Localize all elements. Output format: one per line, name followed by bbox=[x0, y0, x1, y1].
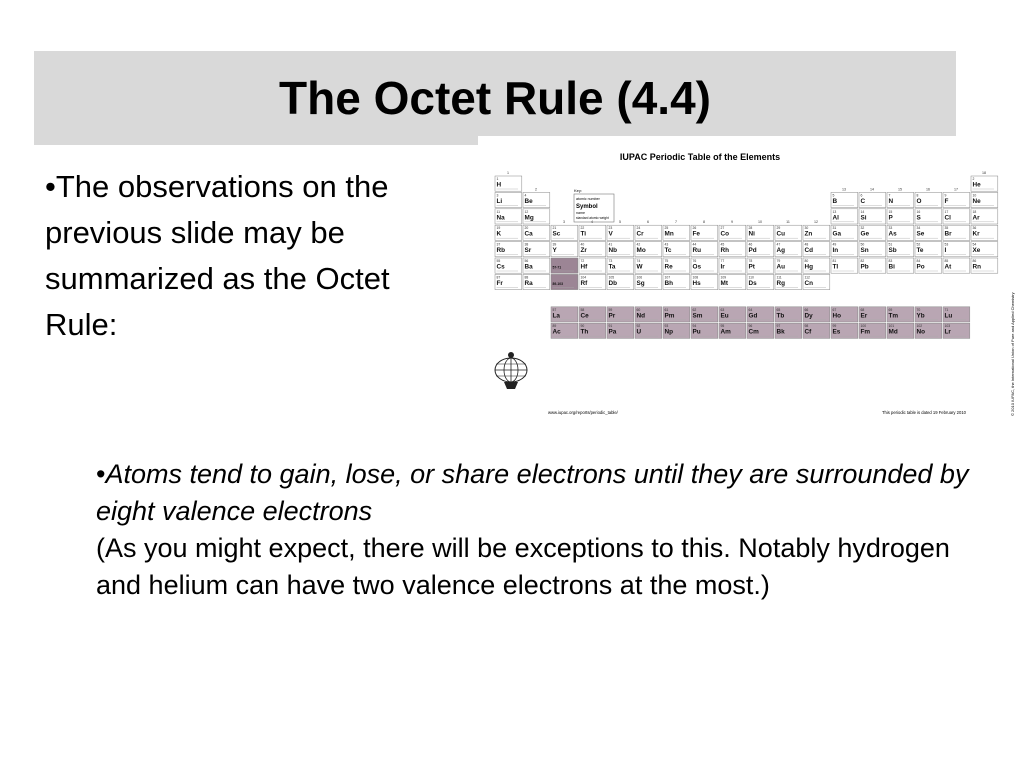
element-sg-symbol: Sg bbox=[636, 279, 645, 287]
element-cd-symbol: Cd bbox=[804, 247, 814, 255]
element-gd-symbol: Gd bbox=[748, 312, 758, 320]
element-ce-number: 58 bbox=[580, 307, 585, 312]
element-v-number: 23 bbox=[608, 226, 613, 231]
element-ra-number: 88 bbox=[524, 275, 529, 280]
element-kr-symbol: Kr bbox=[972, 230, 980, 238]
element-pr-symbol: Pr bbox=[608, 312, 616, 320]
element-sn-symbol: Sn bbox=[860, 247, 869, 255]
element-rf-number: 104 bbox=[580, 275, 587, 280]
element-po-number: 84 bbox=[916, 259, 921, 263]
rule-text: Atoms tend to gain, lose, or share electrons until they are surrounded by eight valence electrons bbox=[96, 459, 969, 526]
element-tb-number: 65 bbox=[776, 307, 781, 312]
element-yb-number: 70 bbox=[916, 307, 921, 312]
element-am-symbol: Am bbox=[720, 328, 731, 336]
element-nb-symbol: Nb bbox=[608, 247, 618, 255]
element-ho-number: 67 bbox=[832, 307, 837, 312]
lead-text: The observations on the previous slide may be summarized as the Octet Rule: bbox=[45, 169, 390, 342]
element-ar-number: 18 bbox=[972, 209, 977, 214]
element-li-symbol: Li bbox=[496, 197, 503, 205]
element-in-number: 49 bbox=[832, 242, 837, 247]
element-sm-symbol: Sm bbox=[692, 312, 703, 320]
element-rn-number: 86 bbox=[972, 259, 977, 263]
group-number: 15 bbox=[898, 187, 902, 192]
group-number: 7 bbox=[675, 220, 677, 225]
element-po-symbol: Po bbox=[916, 263, 925, 271]
element-n-symbol: N bbox=[888, 197, 894, 205]
element-hf-number: 72 bbox=[580, 259, 585, 263]
element-zn-symbol: Zn bbox=[804, 230, 813, 238]
element-pa-symbol: Pa bbox=[608, 328, 617, 336]
element-zr-symbol: Zr bbox=[580, 247, 587, 255]
element-es-number: 99 bbox=[832, 324, 837, 329]
element-be-number: 4 bbox=[524, 193, 527, 198]
element-mg-number: 12 bbox=[524, 209, 529, 214]
element-at-symbol: At bbox=[944, 263, 952, 271]
element-cr-symbol: Cr bbox=[636, 230, 644, 238]
element-fm-number: 100 bbox=[860, 324, 867, 329]
element-ne-number: 10 bbox=[972, 193, 977, 198]
element-w-symbol: W bbox=[636, 263, 643, 271]
element-xe-symbol: Xe bbox=[972, 247, 981, 255]
element-ar-symbol: Ar bbox=[972, 214, 980, 222]
element-mg-symbol: Mg bbox=[524, 214, 534, 222]
element-zr-number: 40 bbox=[580, 242, 585, 247]
element-he-symbol: He bbox=[972, 181, 981, 189]
key-line-1: atomic number bbox=[576, 197, 600, 201]
element-he-number: 2 bbox=[972, 177, 975, 181]
element-re-symbol: Re bbox=[664, 263, 673, 271]
lead-bullet: • bbox=[45, 169, 56, 204]
key-line-3: name bbox=[576, 211, 585, 215]
element-ho-symbol: Ho bbox=[832, 312, 842, 320]
element-at-number: 85 bbox=[944, 259, 949, 263]
element-bk-number: 97 bbox=[776, 324, 781, 329]
element-na-symbol: Na bbox=[496, 214, 505, 222]
element-os-number: 76 bbox=[692, 259, 697, 263]
group-number: 16 bbox=[926, 187, 930, 192]
element-no-symbol: No bbox=[916, 328, 926, 336]
element-c-number: 6 bbox=[860, 193, 863, 198]
element-rn-symbol: Rn bbox=[972, 263, 982, 271]
element-pm-symbol: Pm bbox=[664, 312, 675, 320]
element-mo-number: 42 bbox=[636, 242, 641, 247]
element-as-symbol: As bbox=[888, 230, 897, 238]
element-b-number: 5 bbox=[832, 193, 835, 198]
element-ga-symbol: Ga bbox=[832, 230, 842, 238]
element-ba-number: 56 bbox=[524, 259, 529, 263]
element-mo-symbol: Mo bbox=[636, 247, 646, 255]
group-number: 5 bbox=[619, 220, 621, 225]
element-ac-symbol: Ac bbox=[552, 328, 561, 336]
element-rg-symbol: Rg bbox=[776, 279, 786, 287]
element-tc-number: 43 bbox=[664, 242, 669, 247]
element-ir-symbol: Ir bbox=[720, 263, 725, 271]
element-y-number: 39 bbox=[552, 242, 557, 247]
element-cf-number: 98 bbox=[804, 324, 809, 329]
group-number: 12 bbox=[814, 220, 818, 225]
element-sc-symbol: Sc bbox=[552, 230, 561, 238]
element-br-number: 35 bbox=[944, 226, 949, 231]
element-lr-number: 103 bbox=[944, 324, 951, 329]
element-gd-number: 64 bbox=[748, 307, 753, 312]
element-pt-symbol: Pt bbox=[748, 263, 755, 271]
periodic-table-title: IUPAC Periodic Table of the Elements bbox=[619, 152, 781, 162]
element-ne-symbol: Ne bbox=[972, 197, 981, 205]
element-sc-number: 21 bbox=[552, 226, 557, 231]
slide-title: The Octet Rule (4.4) bbox=[279, 72, 711, 124]
element-h-number: 1 bbox=[496, 177, 499, 181]
group-number: 14 bbox=[870, 187, 874, 192]
element-si-number: 14 bbox=[860, 209, 865, 214]
element-ca-number: 20 bbox=[524, 226, 529, 231]
group-number: 8 bbox=[703, 220, 705, 225]
element-te-symbol: Te bbox=[916, 247, 924, 255]
element-pm-number: 61 bbox=[664, 307, 669, 312]
element-re-number: 75 bbox=[664, 259, 669, 263]
element-p-number: 15 bbox=[888, 209, 893, 214]
element-nd-symbol: Nd bbox=[636, 312, 646, 320]
group-number: 1 bbox=[507, 171, 509, 175]
key-line-4: standard atomic weight bbox=[576, 216, 609, 220]
lead-paragraph bbox=[45, 164, 455, 348]
element-ta-symbol: Ta bbox=[608, 263, 616, 271]
element-dy-symbol: Dy bbox=[804, 312, 813, 320]
element-no-number: 102 bbox=[916, 324, 923, 329]
element-cm-number: 96 bbox=[748, 324, 753, 329]
group-number: 9 bbox=[731, 220, 733, 225]
element-pb-number: 82 bbox=[860, 259, 865, 263]
element-se-number: 34 bbox=[916, 226, 921, 231]
element-xe-number: 54 bbox=[972, 242, 977, 247]
element-k-number: 19 bbox=[496, 226, 501, 231]
element-f-symbol: F bbox=[944, 197, 949, 205]
element-ra-symbol: Ra bbox=[524, 279, 533, 287]
element-mn-number: 25 bbox=[664, 226, 669, 231]
element-ni-number: 28 bbox=[748, 226, 753, 231]
element-bi-number: 83 bbox=[888, 259, 893, 263]
element-np-number: 93 bbox=[664, 324, 669, 329]
element-i-number: 53 bbox=[944, 242, 949, 247]
element-sr-number: 38 bbox=[524, 242, 529, 247]
element-rb-symbol: Rb bbox=[496, 247, 506, 255]
element-ag-number: 47 bbox=[776, 242, 781, 247]
group-number: 4 bbox=[591, 220, 593, 225]
element-nb-number: 41 bbox=[608, 242, 613, 247]
element-cu-number: 29 bbox=[776, 226, 781, 231]
element-lu-number: 71 bbox=[944, 307, 949, 312]
element-md-number: 101 bbox=[888, 324, 895, 329]
element-pt-number: 78 bbox=[748, 259, 753, 263]
periodic-table-image bbox=[478, 136, 1024, 426]
group-number: 18 bbox=[982, 171, 986, 175]
element-rg-number: 111 bbox=[776, 275, 782, 280]
key-line-2: Symbol bbox=[576, 204, 598, 210]
element-pb-symbol: Pb bbox=[860, 263, 869, 271]
element-as-number: 33 bbox=[888, 226, 893, 231]
element-fr-symbol: Fr bbox=[496, 279, 503, 287]
element-ti-symbol: Ti bbox=[580, 230, 587, 238]
element-ca-symbol: Ca bbox=[524, 230, 533, 238]
element-mt-symbol: Mt bbox=[720, 279, 728, 287]
element-th-symbol: Th bbox=[580, 328, 589, 336]
element-li-number: 3 bbox=[496, 193, 499, 198]
element-ce-symbol: Ce bbox=[580, 312, 589, 320]
element-pd-symbol: Pd bbox=[748, 247, 757, 255]
element-pd-number: 46 bbox=[748, 242, 753, 247]
group-number: 17 bbox=[954, 187, 958, 192]
element-md-symbol: Md bbox=[888, 328, 898, 336]
element-os-symbol: Os bbox=[692, 263, 702, 271]
element-co-number: 27 bbox=[720, 226, 725, 231]
element-cm-symbol: Cm bbox=[748, 328, 759, 336]
element-cr-number: 24 bbox=[636, 226, 641, 231]
element-db-number: 105 bbox=[608, 275, 615, 280]
element-ta-number: 73 bbox=[608, 259, 613, 263]
periodic-table-footer-right: This periodic table is dated 19 February 2010 bbox=[881, 410, 966, 415]
element-la-number: 57 bbox=[552, 307, 557, 312]
element-fe-symbol: Fe bbox=[692, 230, 700, 238]
element-hg-symbol: Hg bbox=[804, 263, 814, 271]
element-cd-number: 48 bbox=[804, 242, 809, 247]
group-number: 3 bbox=[563, 220, 565, 225]
element-ir-number: 77 bbox=[720, 259, 725, 263]
element-k-symbol: K bbox=[496, 230, 502, 238]
element-ba-symbol: Ba bbox=[524, 263, 533, 271]
element-i-symbol: I bbox=[944, 247, 947, 255]
element-es-symbol: Es bbox=[832, 328, 841, 336]
element-pr-number: 59 bbox=[608, 307, 613, 312]
element-in-symbol: In bbox=[832, 247, 839, 255]
element-yb-symbol: Yb bbox=[916, 312, 925, 320]
element-ag-symbol: Ag bbox=[776, 247, 786, 255]
group-number: 2 bbox=[535, 187, 537, 192]
element-cs-number: 55 bbox=[496, 259, 501, 263]
element-sb-symbol: Sb bbox=[888, 247, 897, 255]
element-ru-symbol: Ru bbox=[692, 247, 702, 255]
element-ge-symbol: Ge bbox=[860, 230, 870, 238]
element-rh-number: 45 bbox=[720, 242, 725, 247]
element-hs-symbol: Hs bbox=[692, 279, 701, 287]
element-pu-number: 94 bbox=[692, 324, 697, 329]
element-tl-number: 81 bbox=[832, 259, 837, 263]
element-rb-number: 37 bbox=[496, 242, 501, 247]
element-p-symbol: P bbox=[888, 214, 893, 222]
element-kr-number: 36 bbox=[972, 226, 977, 231]
element-al-number: 13 bbox=[832, 209, 837, 214]
element-h-symbol: H bbox=[496, 181, 502, 189]
element-ac-number: 89 bbox=[552, 324, 557, 329]
element-lr-symbol: Lr bbox=[944, 328, 951, 336]
element-al-symbol: Al bbox=[832, 214, 839, 222]
element-lu-symbol: Lu bbox=[944, 312, 953, 320]
iupac-logo bbox=[495, 352, 527, 389]
element-tl-symbol: Tl bbox=[832, 263, 839, 271]
element-57-71-symbol: 57-71 bbox=[552, 265, 562, 270]
rule-bullet: • bbox=[96, 459, 106, 489]
element-bh-symbol: Bh bbox=[664, 279, 674, 287]
element-eu-number: 63 bbox=[720, 307, 725, 312]
element-hg-number: 80 bbox=[804, 259, 809, 263]
element-bk-symbol: Bk bbox=[776, 328, 785, 336]
exceptions-note: (As you might expect, there will be exceptions to this. Notably hydrogen and helium can have two valence electrons at the most.) bbox=[96, 533, 950, 600]
element-rh-symbol: Rh bbox=[720, 247, 730, 255]
element-au-number: 79 bbox=[776, 259, 781, 263]
element-sr-symbol: Sr bbox=[524, 247, 532, 255]
element-fm-symbol: Fm bbox=[860, 328, 871, 336]
element-u-symbol: U bbox=[636, 328, 642, 336]
element-v-symbol: V bbox=[608, 230, 613, 238]
element-nd-number: 60 bbox=[636, 307, 641, 312]
element-cu-symbol: Cu bbox=[776, 230, 786, 238]
element-ni-symbol: Ni bbox=[748, 230, 755, 238]
element-se-symbol: Se bbox=[916, 230, 925, 238]
element-sm-number: 62 bbox=[692, 307, 697, 312]
element-bh-number: 107 bbox=[664, 275, 671, 280]
periodic-table-footer-left: www.iupac.org/reports/periodic_table/ bbox=[548, 410, 618, 415]
element-am-number: 95 bbox=[720, 324, 725, 329]
element-na-number: 11 bbox=[496, 209, 501, 214]
octet-rule-statement bbox=[96, 456, 996, 604]
element-er-symbol: Er bbox=[860, 312, 868, 320]
element-bi-symbol: Bi bbox=[888, 263, 895, 271]
element-cs-symbol: Cs bbox=[496, 263, 505, 271]
element-br-symbol: Br bbox=[944, 230, 952, 238]
group-number: 10 bbox=[758, 220, 762, 225]
periodic-table-cells bbox=[495, 171, 998, 338]
element-o-number: 8 bbox=[916, 193, 919, 198]
element-hf-symbol: Hf bbox=[580, 263, 588, 271]
element-eu-symbol: Eu bbox=[720, 312, 729, 320]
element-n-number: 7 bbox=[888, 193, 891, 198]
element-au-symbol: Au bbox=[776, 263, 786, 271]
element-pa-number: 91 bbox=[608, 324, 613, 329]
element-pu-symbol: Pu bbox=[692, 328, 701, 336]
element-cl-symbol: Cl bbox=[944, 214, 951, 222]
element-th-number: 90 bbox=[580, 324, 585, 329]
group-number: 11 bbox=[786, 220, 790, 225]
element-tc-symbol: Tc bbox=[664, 247, 672, 255]
element-tb-symbol: Tb bbox=[776, 312, 785, 320]
element-co-symbol: Co bbox=[720, 230, 730, 238]
element-er-number: 68 bbox=[860, 307, 865, 312]
element-mt-number: 109 bbox=[720, 275, 727, 280]
element-tm-symbol: Tm bbox=[888, 312, 899, 320]
element-te-number: 52 bbox=[916, 242, 921, 247]
element-ru-number: 44 bbox=[692, 242, 697, 247]
element-s-symbol: S bbox=[916, 214, 921, 222]
element-ga-number: 31 bbox=[832, 226, 837, 231]
periodic-table-side-text: © 2010 IUPAC, the International Union of Pure and Applied Chemistry bbox=[1010, 292, 1015, 416]
element-cn-number: 112 bbox=[804, 275, 810, 280]
element-rf-symbol: Rf bbox=[580, 279, 588, 287]
element-u-number: 92 bbox=[636, 324, 641, 329]
element-si-symbol: Si bbox=[860, 214, 867, 222]
element-ti-number: 22 bbox=[580, 226, 585, 231]
element-s-number: 16 bbox=[916, 209, 921, 214]
element-sn-number: 50 bbox=[860, 242, 865, 247]
element-cl-number: 17 bbox=[944, 209, 949, 214]
periodic-table-key bbox=[574, 188, 614, 225]
element-hs-number: 108 bbox=[692, 275, 699, 280]
element-ds-number: 110 bbox=[748, 275, 754, 280]
element-np-symbol: Np bbox=[664, 328, 674, 336]
element-tm-number: 69 bbox=[888, 307, 893, 312]
element-ds-symbol: Ds bbox=[748, 279, 757, 287]
element-y-symbol: Y bbox=[552, 247, 557, 255]
element-f-number: 9 bbox=[944, 193, 947, 198]
element-sg-number: 106 bbox=[636, 275, 643, 280]
element-b-symbol: B bbox=[832, 197, 838, 205]
element-c-symbol: C bbox=[860, 197, 866, 205]
element-sb-number: 51 bbox=[888, 242, 893, 247]
element-mn-symbol: Mn bbox=[664, 230, 674, 238]
key-label: Key: bbox=[574, 188, 583, 193]
element-w-number: 74 bbox=[636, 259, 641, 263]
element-o-symbol: O bbox=[916, 197, 922, 205]
element-db-symbol: Db bbox=[608, 279, 618, 287]
element-la-symbol: La bbox=[552, 312, 560, 320]
element-cf-symbol: Cf bbox=[804, 328, 812, 336]
element-zn-number: 30 bbox=[804, 226, 809, 231]
element-ge-number: 32 bbox=[860, 226, 865, 231]
element-cn-symbol: Cn bbox=[804, 279, 814, 287]
element-89-103-symbol: 89-103 bbox=[552, 281, 564, 286]
group-number: 6 bbox=[647, 220, 649, 225]
element-be-symbol: Be bbox=[524, 197, 533, 205]
group-number: 13 bbox=[842, 187, 846, 192]
element-fe-number: 26 bbox=[692, 226, 697, 231]
element-fr-number: 87 bbox=[496, 275, 501, 280]
element-dy-number: 66 bbox=[804, 307, 809, 312]
